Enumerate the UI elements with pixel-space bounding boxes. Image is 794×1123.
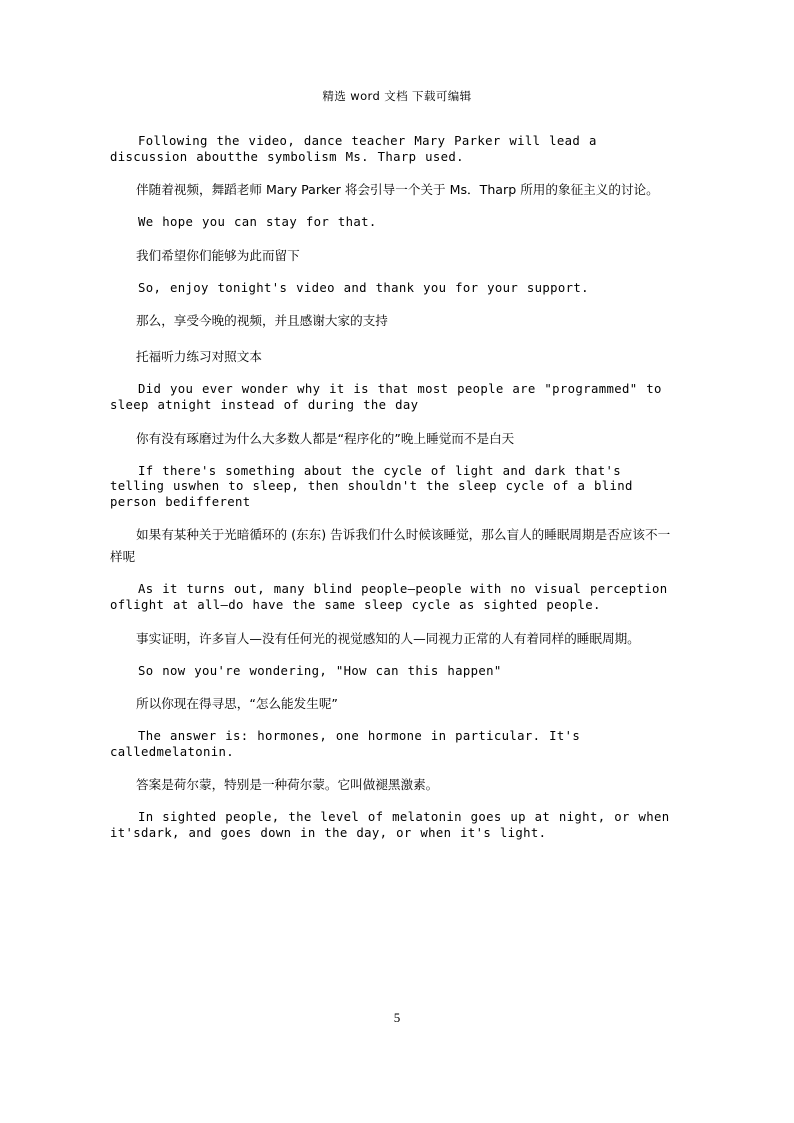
paragraph-zh: 我们希望你们能够为此而留下 bbox=[136, 247, 300, 263]
page-header: 精选 word 文档 下载可编辑 bbox=[322, 89, 472, 103]
paragraph-zh: 你有没有琢磨过为什么大多数人都是“程序化的”晚上睡觉而不是白天 bbox=[136, 430, 515, 446]
paragraph-zh: 伴随着视频，舞蹈老师 Mary Parker 将会引导一个关于 Ms．Tharp 所用的象征主义的讨论。 bbox=[136, 182, 659, 198]
paragraph-zh: 那么，享受今晚的视频，并且感谢大家的支持 bbox=[136, 313, 388, 329]
paragraph-en: So now you're wondering, "How can this happen" bbox=[138, 663, 502, 678]
paragraph-en: The answer is: hormones, one hormone in particular. It's calledmelatonin. bbox=[110, 729, 581, 759]
paragraph-en: If there's something about the cycle of light and dark that's telling uswhen to sleep, then shouldn't the sleep cycle of a blind person bedifferent bbox=[110, 463, 633, 509]
paragraph-zh: 所以你现在得寻思，“怎么能发生呢” bbox=[136, 696, 338, 712]
section-heading-zh: 托福听力练习对照文本 bbox=[136, 349, 262, 365]
paragraph-zh: 事实证明，许多盲人—没有任何光的视觉感知的人—同视力正常的人有着同样的睡眠周期。 bbox=[136, 630, 640, 646]
paragraph-zh: 如果有某种关于光暗循环的 (东东) 告诉我们什么时候该睡觉，那么盲人的睡眠周期是否应该不一样呢 bbox=[110, 527, 671, 565]
page-number: 5 bbox=[393, 1010, 401, 1025]
document-body bbox=[110, 134, 680, 856]
paragraph-en: We hope you can stay for that. bbox=[138, 215, 377, 230]
paragraph-en: As it turns out, many blind people—people with no visual perception oflight at all—do have the same sleep cycle as sighted people. bbox=[110, 582, 668, 612]
paragraph-en: Did you ever wonder why it is that most people are "programmed" to sleep atnight instead of during the day bbox=[110, 382, 662, 412]
paragraph-en: Following the video, dance teacher Mary Parker will lead a discussion aboutthe symbolism Ms. Tharp used. bbox=[110, 134, 597, 164]
paragraph-zh: 答案是荷尔蒙，特别是一种荷尔蒙。它叫做褪黑激素。 bbox=[136, 777, 439, 793]
paragraph-en: So, enjoy tonight's video and thank you for your support. bbox=[138, 280, 589, 295]
paragraph-en: In sighted people, the level of melatonin goes up at night, or when it'sdark, and goes down in the day, or when it's light. bbox=[110, 810, 670, 840]
